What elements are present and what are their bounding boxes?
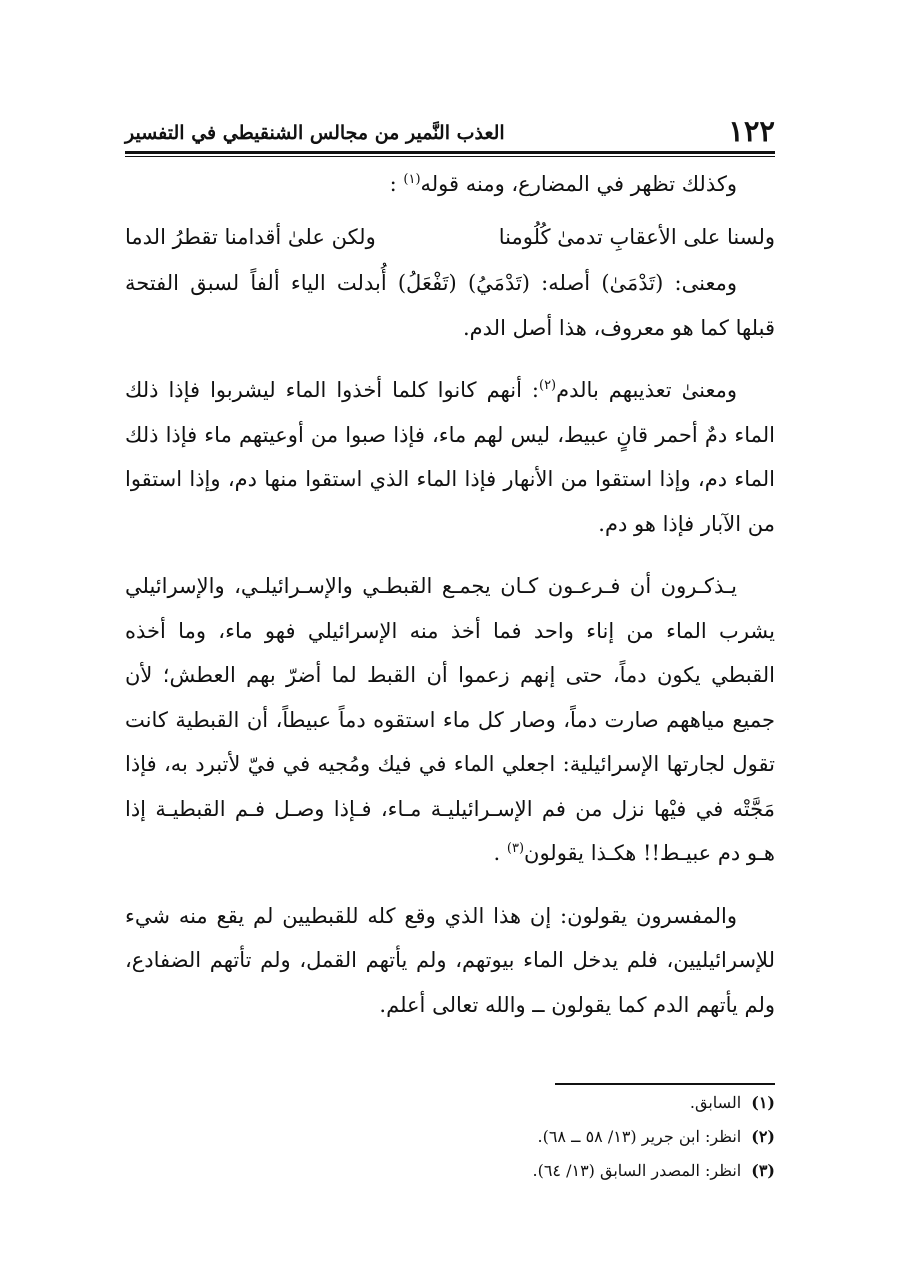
header-divider (125, 151, 775, 157)
footnote-ref-3: (٣) (506, 841, 525, 856)
paragraph-4: يـذكـرون أن فـرعـون كـان يجمـع القبطـي والإسـرائيلـي، والإسرائيلي يشرب الماء من إناء واحد فما أخذ منه الإسرائيلي فهو ماء، وما أخذه القبطي يكون دماً، حتى إنهم زعموا أن القبط لما أضرّ بهم العطش؛ لأن جميع مياههم صارت دماً، وصار كل ماء استقوه دماً عبيطاً، أن القبطية كانت تقول لجارتها الإسرائيلية: اجعلي الماء في فيك ومُجيه في فيّ لأتبرد به، فإذا مَجَّتْه في فيْها نزل من فم الإسـرائيليـة مـاء، فـإذا وصـل فـم القبطيـة إذا هـو دم عبيـط!! هكـذا يقولون$^{(٣)}$ . (125, 574, 775, 865)
verse-second-hemistich: ولكن علىٰ أقدامنا تقطرُ الدما (125, 224, 376, 249)
running-title: العذب النَّمير من مجالس الشنقيطي في التفسير (125, 122, 505, 144)
main-text (125, 162, 775, 1027)
footnote-1: (١)السابق. (689, 1093, 775, 1112)
paragraph-2: ومعنى: (تَدْمَىٰ) أصله: (تَدْمَيُ) (تَفْعَلُ) أُبدلت الياء ألفاً لسبق الفتحة قبلها كما هو معروف، هذا أصل الدم. (125, 271, 775, 340)
paragraph-1: وكذلك تظهر في المضارع، ومنه قوله$^{(١)}$ : (389, 172, 737, 196)
footnote-ref-1: (١) (403, 172, 421, 187)
footnote-2: (٢)انظر: ابن جرير (١٣/ ٥٨ ــ ٦٨). (537, 1127, 775, 1146)
page-header (125, 104, 775, 150)
paragraph-3: ومعنىٰ تعذيبهم بالدم$^{(٢)}$: أنهم كانوا كلما أخذوا الماء ليشربوا فإذا ذلك الماء دمٌ أحمر قانٍ عبيط، ليس لهم ماء، فإذا صبوا من أوعيتهم ماء فإذا ذلك الماء دم، وإذا استقوا من الأنهار فإذا الماء الذي استقوا منها دم، وإذا استقوا من الآبار فإذا هو دم. (125, 378, 775, 536)
page-number: ١٢٢ (728, 114, 775, 148)
paragraph-5: والمفسرون يقولون: إن هذا الذي وقع كله للقبطيين لم يقع منه شيء للإسرائيليين، فلم يدخل الماء بيوتهم، ولم يأتهم القمل، ولم تأتهم الضفادع، ولم يأتهم الدم كما يقولون ــ والله تعالى أعلم. (125, 903, 775, 1017)
verse-first-hemistich: ولسنا على الأعقابِ تدمىٰ كُلُومنا (498, 224, 775, 249)
footnote-ref-2: (٢) (538, 378, 557, 393)
footnote-divider (555, 1083, 775, 1085)
footnotes (125, 1086, 775, 1188)
poetry-verse (125, 215, 775, 260)
footnote-3: (٣)انظر: المصدر السابق (١٣/ ٦٤). (532, 1161, 775, 1180)
